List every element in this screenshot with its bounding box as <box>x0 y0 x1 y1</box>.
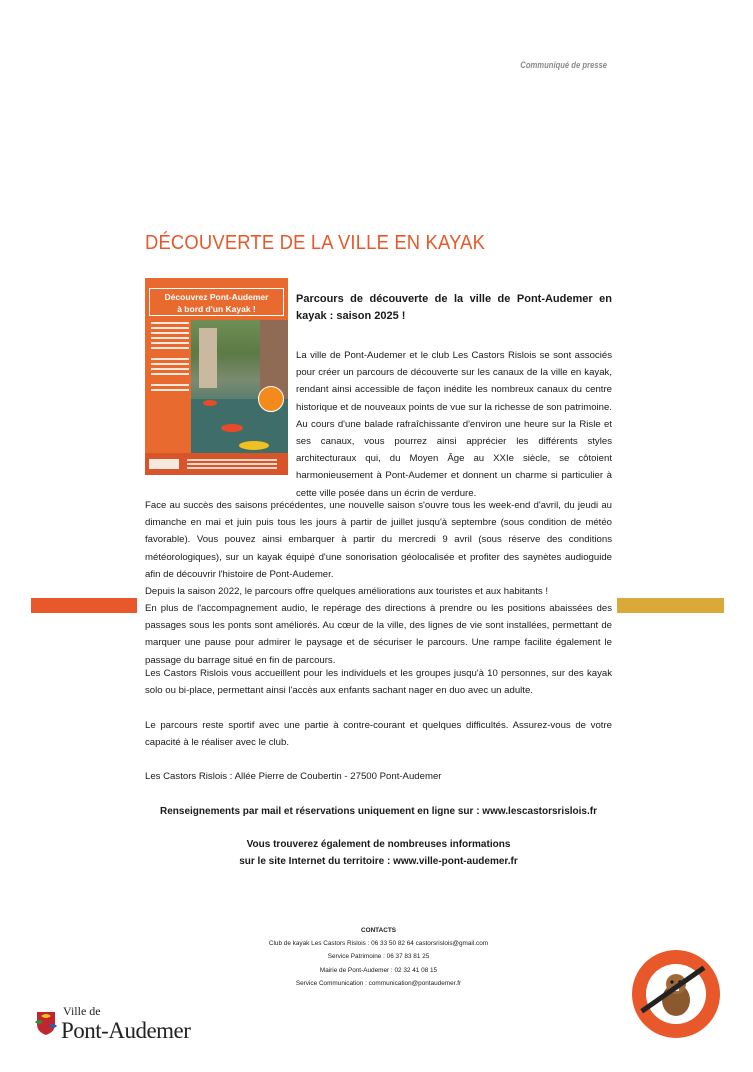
canal-kayak-photo <box>191 320 288 454</box>
more-info-line1: Vous trouverez également de nombreuses informations <box>246 839 511 850</box>
sport-paragraph: Le parcours reste sportif avec une partie à contre-courant et quelques difficultés. Assurez-vous de votre capacité à le réaliser avec le club. <box>145 720 612 749</box>
contact-town-hall: Mairie de Pont-Audemer : 02 32 41 08 15 <box>319 966 438 974</box>
contact-club: Club de kayak Les Castors Rislois : 06 33 50 82 64 castorsrislois@gmail.com <box>268 940 489 948</box>
season-paragraph: Face au succès des saisons précédentes, une nouvelle saison s'ouvre tous les week-end d'avril, du jeudi au dimanche en mai et juin puis tous les jours à partir de juillet jusqu'à septembre (sous condition de météo favorable). Vous pouvez ainsi embarquer à partir du mercredi 9 avril (sous réserve des conditions météorologiques), sur un kayak équipé d'une sonorisation géolocalisée et profiter des saynètes audioguide afin de découvrir l'histoire de Pont-Audemer. <box>145 500 612 580</box>
decorative-band-left <box>31 598 137 613</box>
town-logo-line2: Pont-Audemer <box>61 1018 191 1043</box>
ville-pont-audemer-logo <box>33 1004 203 1048</box>
flyer-badge-icon <box>258 386 284 412</box>
castors-rislois-logo <box>630 948 722 1040</box>
flyer-title-line1: Découvrez Pont-Audemer <box>164 292 269 302</box>
town-crest-icon <box>33 1008 59 1036</box>
improvements-intro: Depuis la saison 2022, le parcours offre quelques améliorations aux touristes et aux habitants ! <box>145 586 548 597</box>
contact-heritage: Service Patrimoine : 06 37 83 81 25 <box>327 953 430 961</box>
intro-paragraph: La ville de Pont-Audemer et le club Les Castors Rislois se sont associés pour créer un parcours de découverte sur les canaux de la ville en kayak, rendant ainsi accessible de façon inédite les nombreux canaux du centre historique et de nouveaux points de vue sur la richesse de son patrimoine. Au cours d'une balade rafraîchissante d'environ une heure sur la Risle et ses canaux, vous pourrez ainsi apprécier les différents styles architecturaux qui, du Moyen Âge au XXIe siècle, se côtoient harmonieusement à Pont-Audemer et donnent un charme si particulier à cette ville posée dans un écrin de verdure. <box>296 350 612 499</box>
club-address: Les Castors Rislois : Allée Pierre de Coubertin - 27500 Pont-Audemer <box>145 771 442 782</box>
booking-info: Renseignements par mail et réservations uniquement en ligne sur : www.lescastorsrislois.fr <box>160 806 597 817</box>
flyer-text-lines <box>151 322 189 324</box>
flyer-title-line2: à bord d'un Kayak ! <box>177 304 256 314</box>
decorative-band-right <box>617 598 724 613</box>
press-release-label: Communiqué de presse <box>520 60 607 70</box>
improvements-paragraph: En plus de l'accompagnement audio, le repérage des directions à prendre ou les positions abaissées des passages sous les ponts sont améliorés. Au cœur de la ville, des lignes de vie sont installées, permettant de marquer une pause pour admirer le paysage et de sécuriser le parcours. Une rampe facilite également le passage du barrage situé en fin de parcours. <box>145 603 612 666</box>
intro-title: Parcours de découverte de la ville de Pont-Audemer en kayak : saison 2025 ! <box>296 293 612 322</box>
contact-communication: Service Communication : communication@pontaudemer.fr <box>295 979 462 987</box>
kayak-flyer-image <box>145 278 288 475</box>
groups-paragraph: Les Castors Rislois vous accueillent pour les individuels et les groupes jusqu'à 10 personnes, sur des kayak solo ou bi-place, permettant ainsi l'accès aux enfants sachant nager en duo avec un adulte. <box>145 668 612 697</box>
more-info-line2: sur le site Internet du territoire : www.ville-pont-audemer.fr <box>239 856 518 867</box>
contacts-block <box>145 924 612 990</box>
town-logo-line1: Ville de <box>63 1004 101 1018</box>
page-title: DÉCOUVERTE DE LA VILLE EN KAYAK <box>145 232 486 254</box>
flyer-footer <box>145 453 288 475</box>
contacts-heading: CONTACTS <box>360 927 397 934</box>
flyer-footer-logo-icon <box>149 459 179 469</box>
flyer-title <box>149 288 284 316</box>
